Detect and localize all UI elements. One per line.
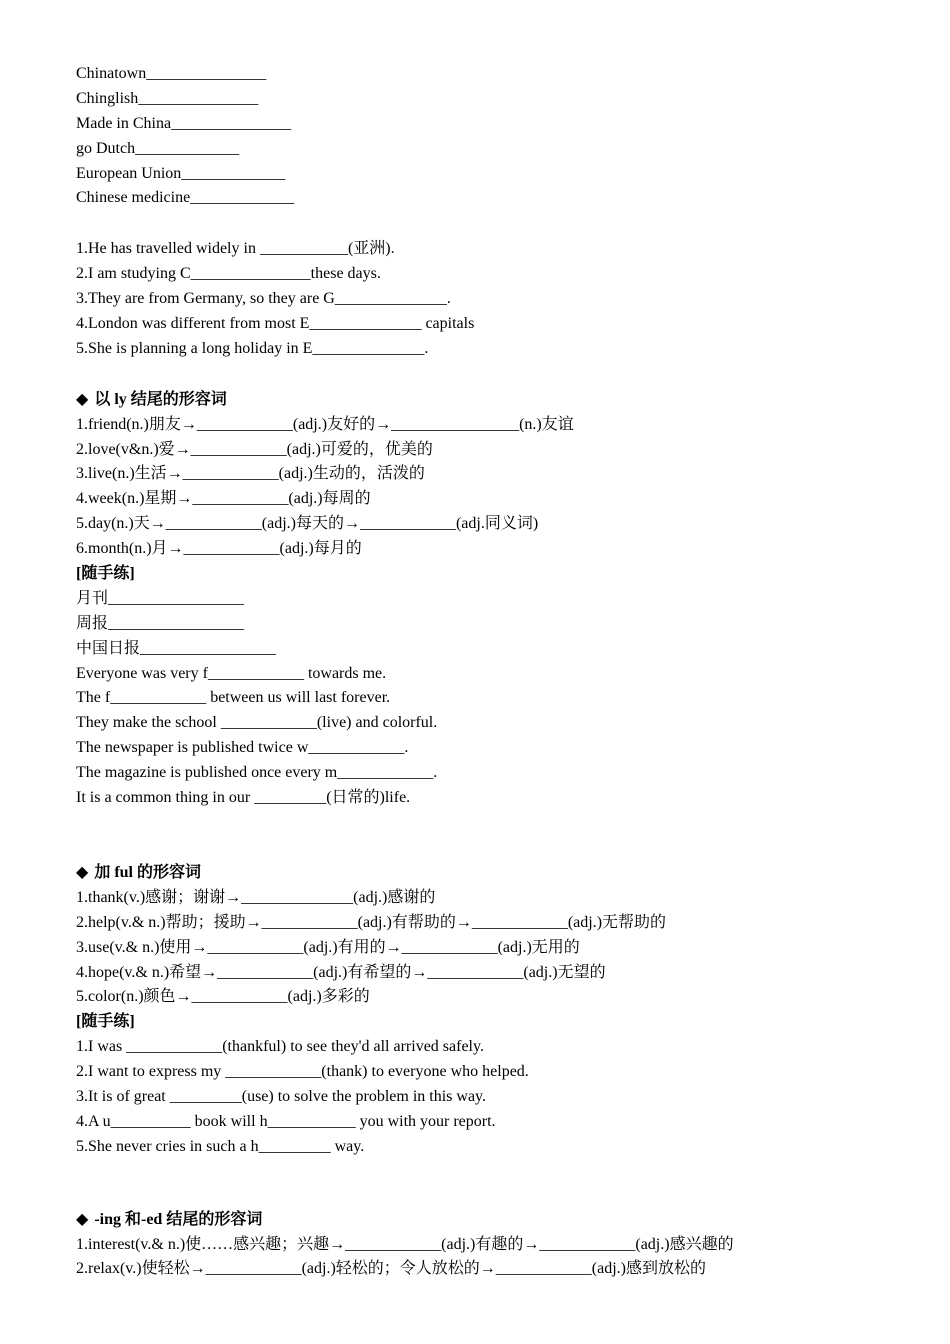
vocab-line: Chinatown_______________ — [76, 65, 267, 82]
vocab-line: Chinglish_______________ — [76, 89, 259, 107]
practice-line: 中国日报_________________ — [76, 639, 277, 657]
diamond-bullet-icon: ◆ — [76, 1210, 89, 1228]
word-formation-line: 4.hope(v.& n.)希望→____________(adj.)有希望的→____________(adj.)无望的 — [76, 963, 606, 981]
sentence-line: 1.He has travelled widely in ___________(亚洲). — [76, 240, 395, 258]
vocab-line: Made in China_______________ — [76, 114, 292, 132]
ly-section — [76, 388, 896, 811]
ful-section — [76, 861, 896, 1160]
spacer — [76, 362, 896, 388]
vocab-block — [76, 62, 896, 211]
word-formation-line: 3.use(v.& n.)使用→____________(adj.)有用的→____________(adj.)无用的 — [76, 938, 580, 956]
section-heading — [76, 861, 896, 886]
word-formation-line: 1.friend(n.)朋友→____________(adj.)友好的→________________(n.)友谊 — [76, 415, 574, 433]
practice-line: 周报_________________ — [76, 614, 245, 632]
section-heading-text: 以 ly 结尾的形容词 — [94, 390, 227, 408]
word-formation-line: 3.live(n.)生活→____________(adj.)生动的，活泼的 — [76, 465, 425, 483]
practice-line: 1.I was ____________(thankful) to see they'd all arrived safely. — [76, 1038, 484, 1056]
practice-label: [随手练] — [76, 565, 135, 583]
practice-line: The newspaper is published twice w____________. — [76, 739, 409, 757]
word-formation-line: 5.day(n.)天→____________(adj.)每天的→____________(adj.同义词) — [76, 515, 539, 533]
practice-line: 月刊_________________ — [76, 589, 245, 607]
word-formation-line: 2.relax(v.)使轻松→____________(adj.)轻松的；令人放松的→____________(adj.)感到放松的 — [76, 1260, 707, 1278]
word-formation-line: 2.love(v&n.)爱→____________(adj.)可爱的，优美的 — [76, 440, 433, 458]
word-formation-line: 5.color(n.)颜色→____________(adj.)多彩的 — [76, 988, 370, 1006]
vocab-line: Chinese medicine_____________ — [76, 189, 295, 207]
section-heading — [76, 1208, 896, 1233]
practice-line: 2.I want to express my ____________(thank) to everyone who helped. — [76, 1063, 529, 1081]
word-formation-line: 1.thank(v.)感谢；谢谢→______________(adj.)感谢的 — [76, 888, 436, 906]
sentence-line: 2.I am studying C_______________these days. — [76, 265, 381, 283]
diamond-bullet-icon: ◆ — [76, 863, 89, 881]
sentence-line: 5.She is planning a long holiday in E______________. — [76, 339, 429, 357]
practice-line: 4.A u__________ book will h___________ you with your report. — [76, 1112, 496, 1130]
practice-line: The magazine is published once every m____________. — [76, 764, 438, 782]
practice-line: Everyone was very f____________ towards me. — [76, 664, 387, 682]
practice-line: 3.It is of great _________(use) to solve the problem in this way. — [76, 1087, 486, 1105]
worksheet-page — [76, 62, 896, 1282]
practice-label: [随手练] — [76, 1013, 135, 1031]
sentence-block — [76, 237, 896, 361]
ing-ed-section — [76, 1208, 896, 1283]
spacer — [76, 1160, 896, 1208]
practice-line: It is a common thing in our _________(日常的)life. — [76, 789, 411, 807]
section-heading-text: -ing 和-ed 结尾的形容词 — [94, 1210, 263, 1228]
spacer — [76, 811, 896, 861]
sentence-line: 3.They are from Germany, so they are G______________. — [76, 290, 451, 308]
word-formation-line: 1.interest(v.& n.)使……感兴趣；兴趣→____________(adj.)有趣的→____________(adj.)感兴趣的 — [76, 1235, 734, 1253]
spacer — [76, 211, 896, 237]
section-heading-text: 加 ful 的形容词 — [94, 863, 201, 881]
section-heading — [76, 388, 896, 413]
practice-line: The f____________ between us will last forever. — [76, 689, 391, 707]
practice-line: They make the school ____________(live) and colorful. — [76, 714, 438, 732]
sentence-line: 4.London was different from most E______________ capitals — [76, 315, 475, 333]
practice-line: 5.She never cries in such a h_________ way. — [76, 1137, 365, 1155]
word-formation-line: 2.help(v.& n.)帮助；援助→____________(adj.)有帮助的→____________(adj.)无帮助的 — [76, 913, 667, 931]
vocab-line: European Union_____________ — [76, 164, 286, 182]
diamond-bullet-icon: ◆ — [76, 390, 89, 408]
word-formation-line: 4.week(n.)星期→____________(adj.)每周的 — [76, 490, 371, 508]
word-formation-line: 6.month(n.)月→____________(adj.)每月的 — [76, 540, 362, 558]
vocab-line: go Dutch_____________ — [76, 139, 240, 157]
